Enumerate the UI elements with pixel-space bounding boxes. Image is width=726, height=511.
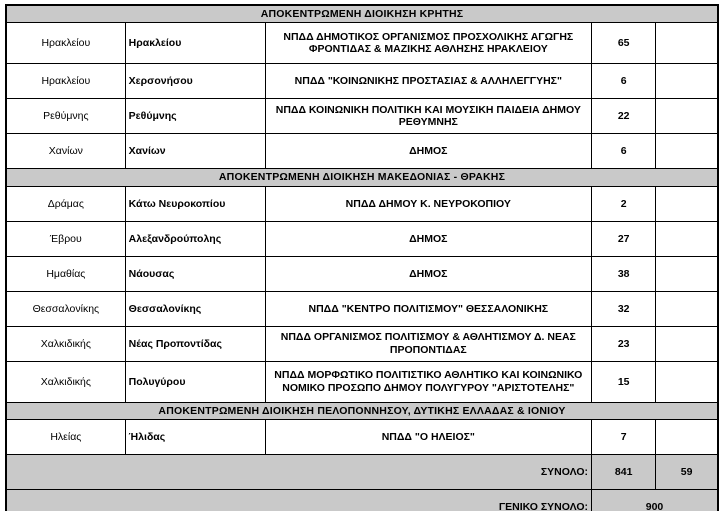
section-header-row	[6, 169, 718, 186]
count-cell: 22	[592, 99, 656, 134]
data-table	[5, 4, 719, 511]
subtotal-label: ΣΥΝΟΛΟ:	[6, 455, 592, 490]
municipality-cell: Ήλιδας	[125, 420, 265, 455]
prefecture-cell: Ημαθίας	[6, 256, 125, 291]
extra-cell	[656, 186, 718, 221]
entity-cell: ΔΗΜΟΣ	[265, 221, 591, 256]
table-row	[6, 361, 718, 402]
entity-cell: ΝΠΔΔ ΜΟΡΦΩΤΙΚΟ ΠΟΛΙΤΙΣΤΙΚΟ ΑΘΛΗΤΙΚΟ ΚΑΙ ΚΟΙΝΩΝΙΚΟ ΝΟΜΙΚΟ ΠΡΟΣΩΠΟ ΔΗΜΟΥ ΠΟΛΥΓΥΡΟΥ "ΑΡΙΣΤΟΤΕΛΗΣ"	[265, 361, 591, 402]
prefecture-cell: Χαλκιδικής	[6, 361, 125, 402]
municipality-cell: Κάτω Νευροκοπίου	[125, 186, 265, 221]
prefecture-cell: Ηρακλείου	[6, 64, 125, 99]
table-row	[6, 134, 718, 169]
entity-cell: ΝΠΔΔ ΚΟΙΝΩΝΙΚΗ ΠΟΛΙΤΙΚΗ ΚΑΙ ΜΟΥΣΙΚΗ ΠΑΙΔΕΙΑ ΔΗΜΟΥ ΡΕΘΥΜΝΗΣ	[265, 99, 591, 134]
section-header: ΑΠΟΚΕΝΤΡΩΜΕΝΗ ΔΙΟΙΚΗΣΗ ΜΑΚΕΔΟΝΙΑΣ - ΘΡΑΚΗΣ	[6, 169, 718, 186]
extra-cell	[656, 420, 718, 455]
subtotal-value: 841	[592, 455, 656, 490]
municipality-cell: Χερσονήσου	[125, 64, 265, 99]
entity-cell: ΝΠΔΔ "ΚΕΝΤΡΟ ΠΟΛΙΤΙΣΜΟΥ" ΘΕΣΣΑΛΟΝΙΚΗΣ	[265, 291, 591, 326]
municipality-cell: Πολυγύρου	[125, 361, 265, 402]
entity-cell: ΔΗΜΟΣ	[265, 134, 591, 169]
extra-cell	[656, 256, 718, 291]
section-header-row	[6, 5, 718, 23]
count-cell: 6	[592, 134, 656, 169]
prefecture-cell: Ρεθύμνης	[6, 99, 125, 134]
prefecture-cell: Θεσσαλονίκης	[6, 291, 125, 326]
count-cell: 65	[592, 23, 656, 64]
entity-cell: ΔΗΜΟΣ	[265, 256, 591, 291]
entity-cell: ΝΠΔΔ ΔΗΜΟΤΙΚΟΣ ΟΡΓΑΝΙΣΜΟΣ ΠΡΟΣΧΟΛΙΚΗΣ ΑΓΩΓΗΣ ΦΡΟΝΤΙΔΑΣ & ΜΑΖΙΚΗΣ ΑΘΛΗΣΗΣ ΗΡΑΚΛΕΙΟΥ	[265, 23, 591, 64]
table-row	[6, 256, 718, 291]
entity-cell: ΝΠΔΔ ΟΡΓΑΝΙΣΜΟΣ ΠΟΛΙΤΙΣΜΟΥ & ΑΘΛΗΤΙΣΜΟΥ Δ. ΝΕΑΣ ΠΡΟΠΟΝΤΙΔΑΣ	[265, 326, 591, 361]
municipality-cell: Θεσσαλονίκης	[125, 291, 265, 326]
grand-total-value: 900	[592, 490, 718, 511]
count-cell: 7	[592, 420, 656, 455]
municipality-cell: Ρεθύμνης	[125, 99, 265, 134]
subtotal-extra-value: 59	[656, 455, 718, 490]
count-cell: 6	[592, 64, 656, 99]
count-cell: 15	[592, 361, 656, 402]
table-row	[6, 420, 718, 455]
table-row	[6, 64, 718, 99]
entity-cell: ΝΠΔΔ ΔΗΜΟΥ Κ. ΝΕΥΡΟΚΟΠΙΟΥ	[265, 186, 591, 221]
entity-cell: ΝΠΔΔ "ΚΟΙΝΩΝΙΚΗΣ ΠΡΟΣΤΑΣΙΑΣ & ΑΛΛΗΛΕΓΓΥΗΣ"	[265, 64, 591, 99]
municipality-cell: Χανίων	[125, 134, 265, 169]
extra-cell	[656, 291, 718, 326]
municipality-cell: Νέας Προποντίδας	[125, 326, 265, 361]
table-row	[6, 221, 718, 256]
prefecture-cell: Ηρακλείου	[6, 23, 125, 64]
prefecture-cell: Χανίων	[6, 134, 125, 169]
extra-cell	[656, 221, 718, 256]
extra-cell	[656, 64, 718, 99]
prefecture-cell: Ηλείας	[6, 420, 125, 455]
subtotal-row	[6, 455, 718, 490]
count-cell: 27	[592, 221, 656, 256]
table-row	[6, 326, 718, 361]
extra-cell	[656, 361, 718, 402]
count-cell: 38	[592, 256, 656, 291]
prefecture-cell: Έβρου	[6, 221, 125, 256]
count-cell: 32	[592, 291, 656, 326]
municipality-cell: Ηρακλείου	[125, 23, 265, 64]
municipality-cell: Νάουσας	[125, 256, 265, 291]
table-row	[6, 99, 718, 134]
table-row	[6, 23, 718, 64]
section-header: ΑΠΟΚΕΝΤΡΩΜΕΝΗ ΔΙΟΙΚΗΣΗ ΠΕΛΟΠΟΝΝΗΣΟΥ, ΔΥΤΙΚΗΣ ΕΛΛΑΔΑΣ & ΙΟΝΙΟΥ	[6, 402, 718, 419]
grand-total-row	[6, 490, 718, 511]
count-cell: 2	[592, 186, 656, 221]
entity-cell: ΝΠΔΔ "Ο ΗΛΕΙΟΣ"	[265, 420, 591, 455]
section-header-row	[6, 402, 718, 419]
prefecture-cell: Δράμας	[6, 186, 125, 221]
section-header: ΑΠΟΚΕΝΤΡΩΜΕΝΗ ΔΙΟΙΚΗΣΗ ΚΡΗΤΗΣ	[6, 5, 718, 23]
table-row	[6, 291, 718, 326]
extra-cell	[656, 99, 718, 134]
table-row	[6, 186, 718, 221]
extra-cell	[656, 23, 718, 64]
prefecture-cell: Χαλκιδικής	[6, 326, 125, 361]
extra-cell	[656, 326, 718, 361]
municipality-cell: Αλεξανδρούπολης	[125, 221, 265, 256]
grand-total-label: ΓΕΝΙΚΟ ΣΥΝΟΛΟ:	[6, 490, 592, 511]
extra-cell	[656, 134, 718, 169]
count-cell: 23	[592, 326, 656, 361]
